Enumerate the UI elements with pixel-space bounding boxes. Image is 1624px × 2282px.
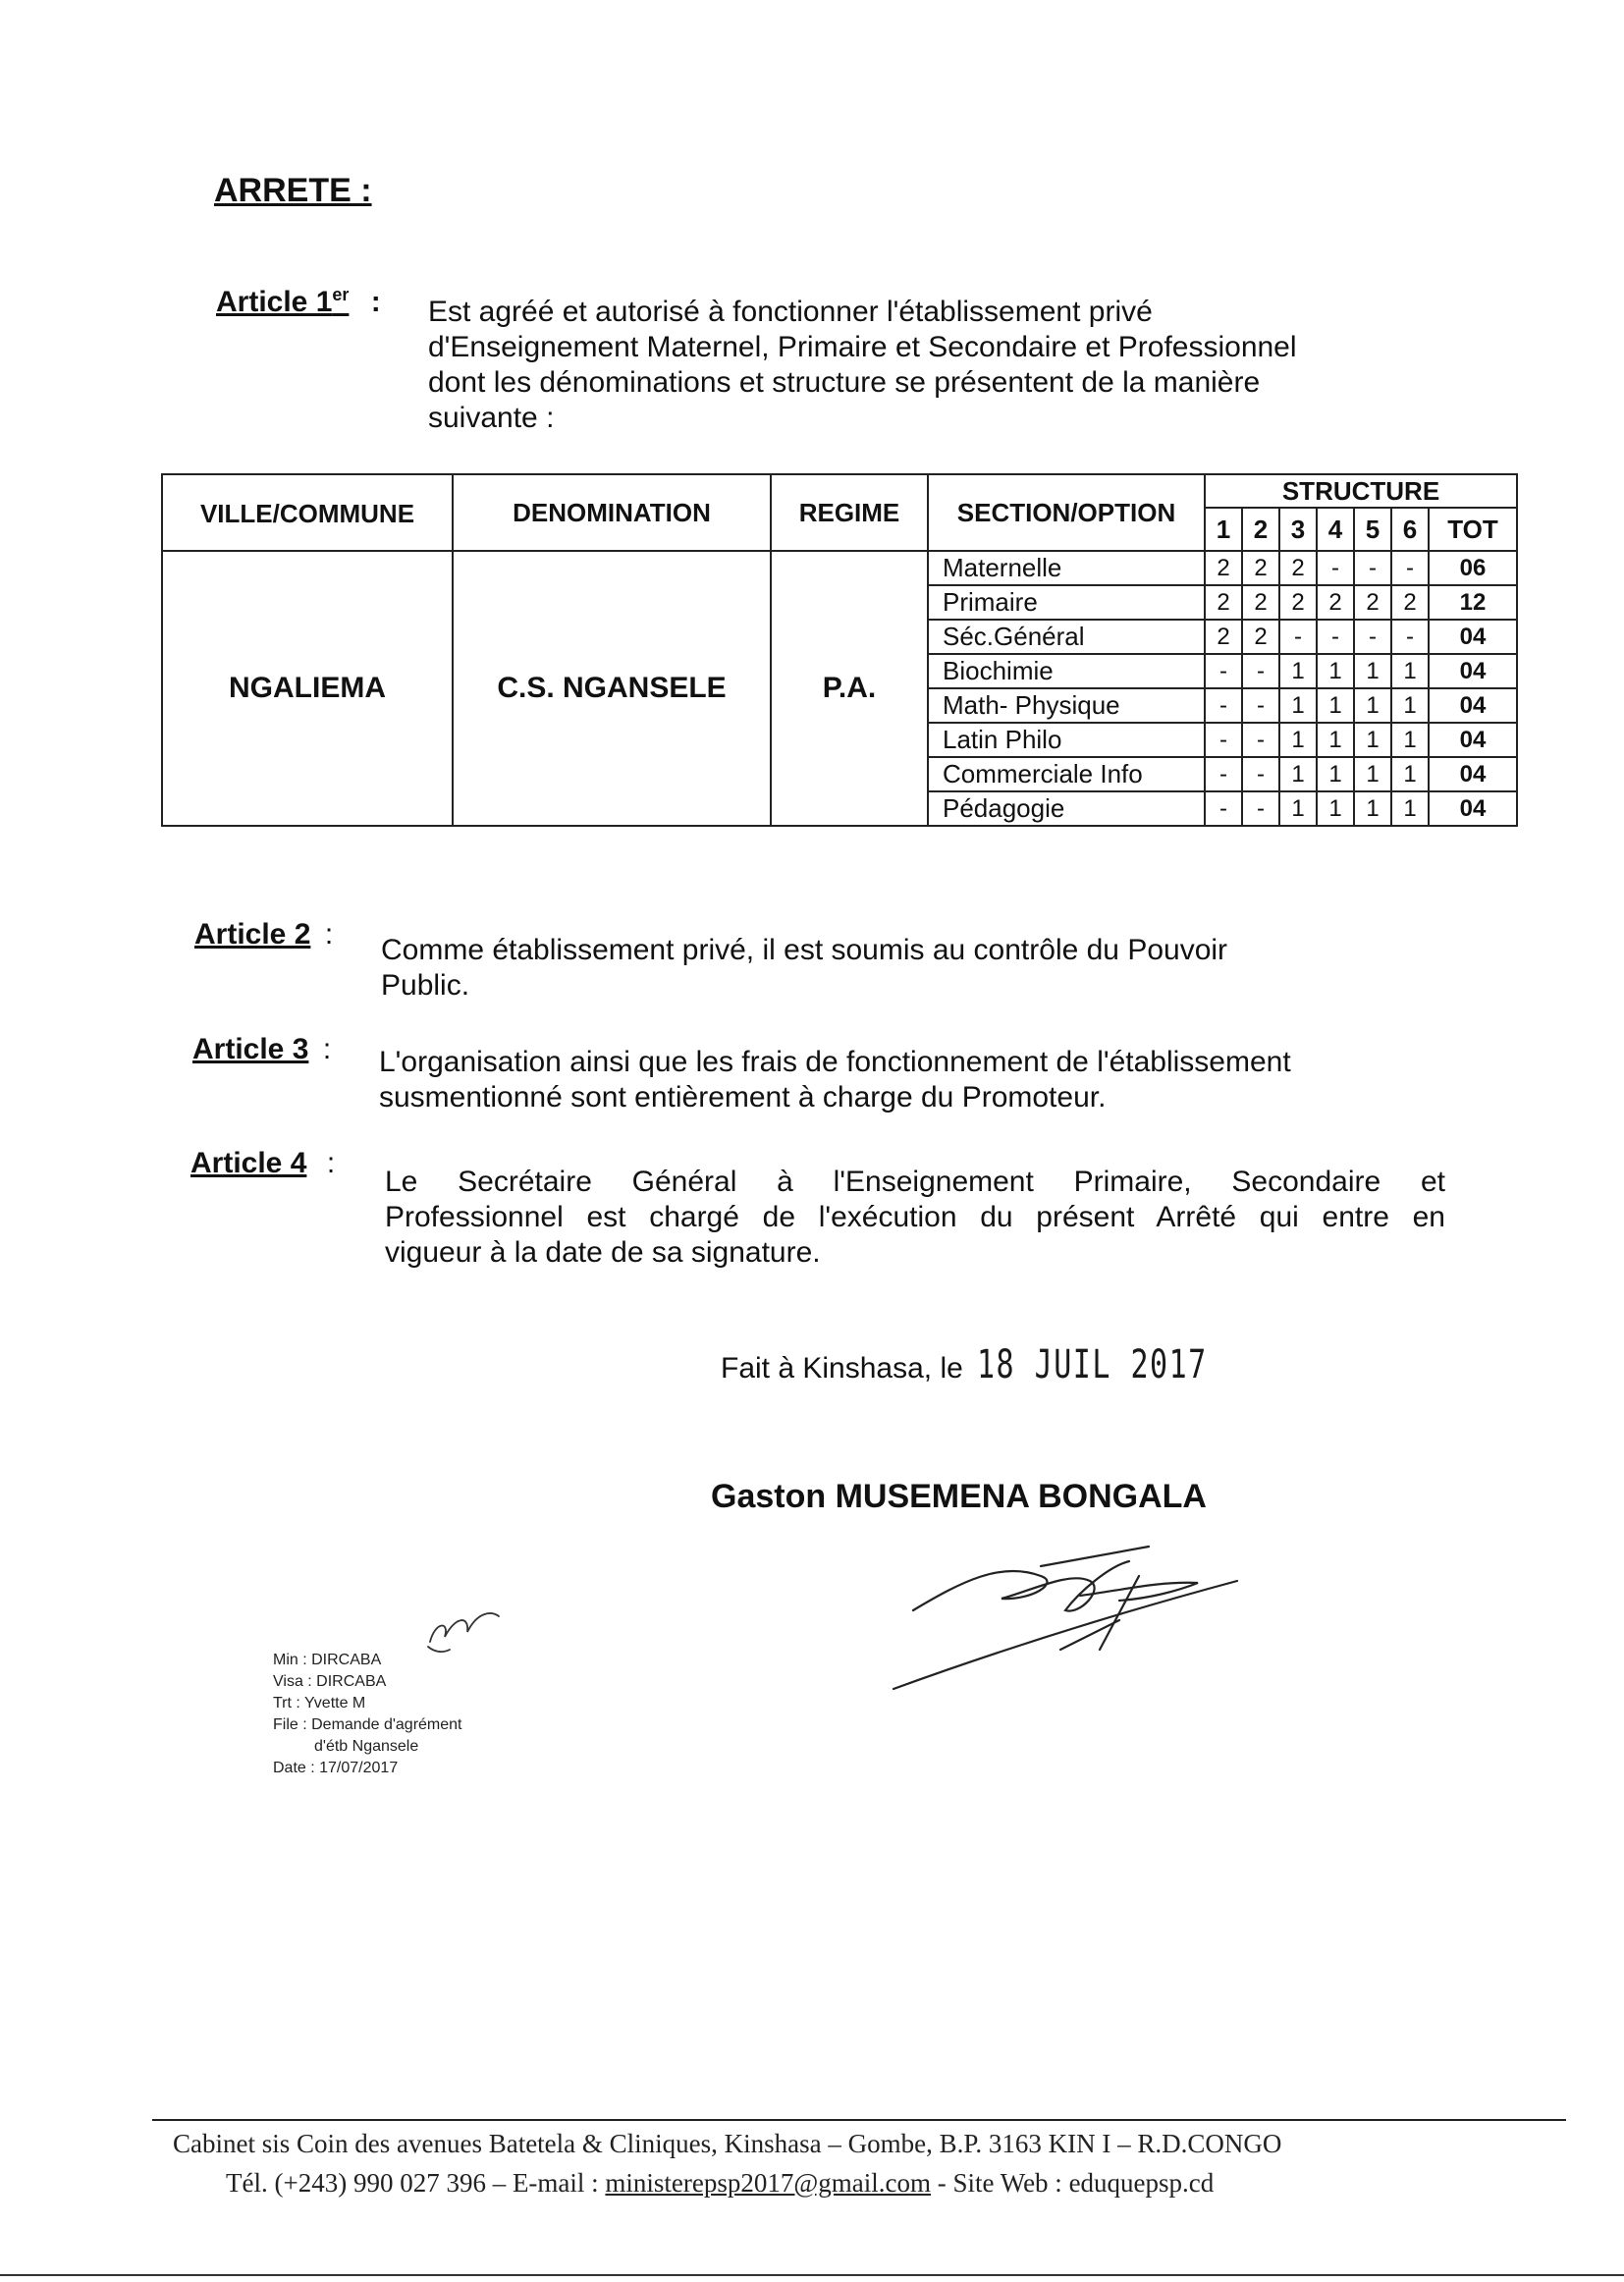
article-2-colon: :: [324, 918, 334, 951]
structure-cell: 2: [1242, 585, 1279, 620]
footer-divider: [152, 2119, 1566, 2121]
header-col-1: 1: [1205, 508, 1242, 551]
section-cell: Biochimie: [928, 654, 1205, 688]
article-1-label: [216, 285, 381, 319]
structure-cell: 2: [1242, 620, 1279, 654]
article-4-line: Le Secrétaire Général à l'Enseignement Primaire, Secondaire et: [385, 1166, 1445, 1198]
article-4-label: Article 4: [190, 1147, 307, 1179]
header-col-tot: TOT: [1429, 508, 1517, 551]
footer-website: - Site Web : eduquepsp.cd: [937, 2168, 1215, 2198]
total-cell: 04: [1429, 688, 1517, 723]
footer-address: Cabinet sis Coin des avenues Batetela & Cliniques, Kinshasa – Gombe, B.P. 3163 KIN I – R.D.CONGO: [173, 2129, 1282, 2158]
total-cell: 04: [1429, 654, 1517, 688]
header-col-2: 2: [1242, 508, 1279, 551]
structure-cell: 1: [1279, 654, 1317, 688]
structure-cell: 1: [1317, 757, 1354, 791]
structure-cell: 2: [1205, 551, 1242, 585]
total-cell: 04: [1429, 620, 1517, 654]
table-row: [162, 551, 1517, 585]
structure-cell: -: [1242, 723, 1279, 757]
structure-cell: 1: [1354, 654, 1391, 688]
structure-cell: 1: [1317, 723, 1354, 757]
signature-drawing: [884, 1522, 1414, 1718]
section-cell: Séc.Général: [928, 620, 1205, 654]
section-cell: Latin Philo: [928, 723, 1205, 757]
article-1-line: suivante :: [428, 402, 555, 434]
article-2-line: Public.: [381, 969, 470, 1002]
article-3-colon: :: [322, 1033, 332, 1065]
article-4: [190, 1147, 335, 1180]
structure-cell: -: [1205, 654, 1242, 688]
article-4-line: vigueur à la date de sa signature.: [385, 1236, 821, 1269]
structure-cell: -: [1242, 757, 1279, 791]
structure-cell: -: [1242, 654, 1279, 688]
memo-line-file-cont: d'étb Ngansele: [314, 1738, 419, 1755]
article-1-superscript: er: [332, 285, 350, 304]
structure-cell: 1: [1317, 688, 1354, 723]
article-3-label: Article 3: [192, 1033, 309, 1065]
structure-cell: -: [1242, 791, 1279, 826]
structure-cell: 1: [1317, 654, 1354, 688]
structure-cell: 1: [1354, 723, 1391, 757]
place-date-prefix: Fait à Kinshasa, le: [721, 1352, 963, 1385]
footer-contact: [226, 2168, 1214, 2199]
structure-cell: 1: [1391, 791, 1429, 826]
section-cell: Pédagogie: [928, 791, 1205, 826]
denomination-cell: C.S. NGANSELE: [453, 551, 771, 826]
footer-phone: Tél. (+243) 990 027 396 – E-mail :: [226, 2168, 599, 2198]
document-heading: ARRETE :: [214, 172, 372, 209]
structure-cell: -: [1317, 551, 1354, 585]
structure-cell: 2: [1279, 585, 1317, 620]
total-cell: 04: [1429, 791, 1517, 826]
article-4-line: Professionnel est chargé de l'exécution du présent Arrêté qui entre en: [385, 1201, 1445, 1233]
article-4-colon: :: [326, 1147, 336, 1179]
structure-cell: 1: [1391, 757, 1429, 791]
structure-cell: -: [1317, 620, 1354, 654]
article-1-text: [428, 295, 1297, 436]
article-3-line: L'organisation ainsi que les frais de fonctionnement de l'établissement: [379, 1046, 1291, 1078]
article-2: [194, 918, 333, 951]
structure-table: [161, 473, 1518, 827]
structure-cell: 2: [1205, 585, 1242, 620]
place-date-line: [721, 1342, 1284, 1387]
total-cell: 06: [1429, 551, 1517, 585]
page-bottom-edge: [0, 2274, 1624, 2276]
structure-cell: -: [1205, 757, 1242, 791]
ville-commune-cell: NGALIEMA: [162, 551, 453, 826]
structure-cell: -: [1242, 688, 1279, 723]
article-2-label: Article 2: [194, 918, 311, 951]
article-1-line: dont les dénominations et structure se présentent de la manière: [428, 366, 1261, 399]
structure-cell: -: [1391, 620, 1429, 654]
total-cell: 04: [1429, 723, 1517, 757]
structure-cell: 1: [1279, 791, 1317, 826]
structure-cell: -: [1354, 551, 1391, 585]
header-col-5: 5: [1354, 508, 1391, 551]
routing-memo: [273, 1650, 461, 1779]
header-ville-commune: VILLE/COMMUNE: [162, 474, 453, 551]
structure-cell: -: [1391, 551, 1429, 585]
structure-cell: 2: [1391, 585, 1429, 620]
structure-cell: 1: [1391, 723, 1429, 757]
section-cell: Commerciale Info: [928, 757, 1205, 791]
memo-line-trt: Trt : Yvette M: [273, 1695, 366, 1712]
structure-cell: 1: [1279, 688, 1317, 723]
signatory-name: Gaston MUSEMENA BONGALA: [711, 1478, 1207, 1515]
structure-cell: -: [1205, 723, 1242, 757]
structure-cell: 2: [1317, 585, 1354, 620]
article-2-line: Comme établissement privé, il est soumis au contrôle du Pouvoir: [381, 934, 1228, 966]
article-2-text: [381, 933, 1227, 1004]
section-cell: Math- Physique: [928, 688, 1205, 723]
article-1-line: Est agréé et autorisé à fonctionner l'établissement privé: [428, 296, 1153, 328]
structure-cell: -: [1205, 791, 1242, 826]
total-cell: 04: [1429, 757, 1517, 791]
header-col-4: 4: [1317, 508, 1354, 551]
article-4-text: [385, 1165, 1445, 1271]
structure-cell: 2: [1354, 585, 1391, 620]
memo-line-file: File : Demande d'agrément: [273, 1716, 462, 1733]
structure-cell: -: [1354, 620, 1391, 654]
article-3: [192, 1033, 331, 1066]
structure-cell: 1: [1354, 688, 1391, 723]
header-regime: REGIME: [771, 474, 928, 551]
structure-cell: 1: [1279, 723, 1317, 757]
article-1-colon: :: [370, 286, 381, 318]
section-cell: Primaire: [928, 585, 1205, 620]
structure-cell: -: [1279, 620, 1317, 654]
memo-line-min: Min : DIRCABA: [273, 1652, 382, 1668]
date-stamp: 18 JUIL 2017: [977, 1342, 1208, 1387]
total-cell: 12: [1429, 585, 1517, 620]
memo-line-visa: Visa : DIRCABA: [273, 1673, 387, 1690]
section-cell: Maternelle: [928, 551, 1205, 585]
structure-cell: 2: [1279, 551, 1317, 585]
structure-cell: 1: [1391, 654, 1429, 688]
article-3-text: [379, 1045, 1291, 1115]
structure-cell: 1: [1279, 757, 1317, 791]
regime-cell: P.A.: [771, 551, 928, 826]
header-denomination: DENOMINATION: [453, 474, 771, 551]
header-col-6: 6: [1391, 508, 1429, 551]
structure-cell: 2: [1242, 551, 1279, 585]
article-3-line: susmentionné sont entièrement à charge du Promoteur.: [379, 1081, 1107, 1114]
structure-cell: 1: [1317, 791, 1354, 826]
structure-cell: 1: [1354, 757, 1391, 791]
footer-email-link[interactable]: ministerepsp2017@gmail.com: [605, 2168, 931, 2198]
header-structure: STRUCTURE: [1205, 474, 1517, 508]
structure-cell: 2: [1205, 620, 1242, 654]
header-col-3: 3: [1279, 508, 1317, 551]
article-1-label-text: Article 1er: [216, 285, 350, 318]
structure-cell: 1: [1354, 791, 1391, 826]
structure-cell: -: [1205, 688, 1242, 723]
header-section-option: SECTION/OPTION: [928, 474, 1205, 551]
memo-line-date: Date : 17/07/2017: [273, 1760, 399, 1776]
structure-cell: 1: [1391, 688, 1429, 723]
article-1-line: d'Enseignement Maternel, Primaire et Secondaire et Professionnel: [428, 331, 1297, 363]
